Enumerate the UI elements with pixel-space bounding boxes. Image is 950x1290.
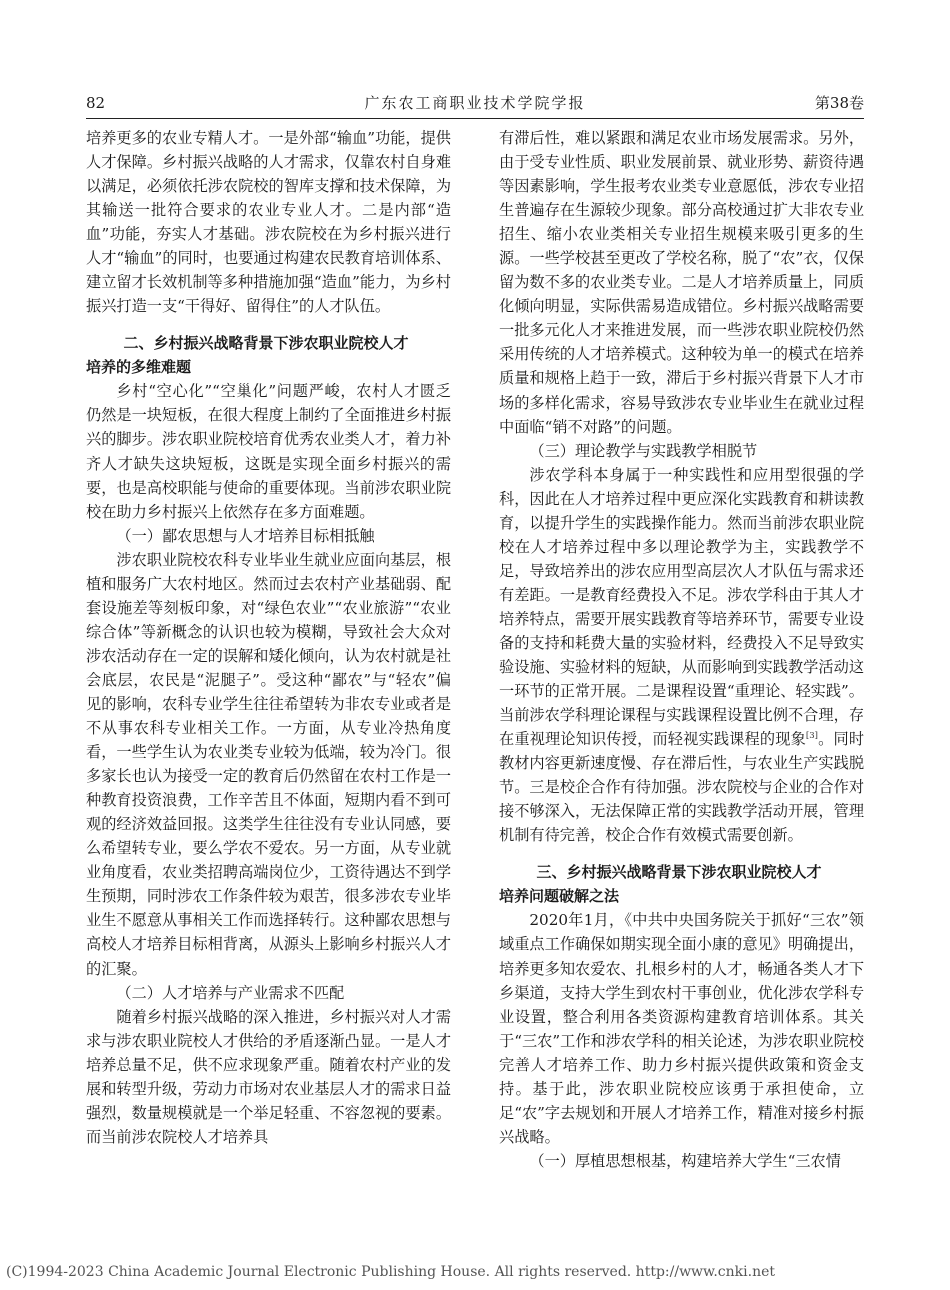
- paragraph: [499, 463, 864, 848]
- paragraph: 有滞后性，难以紧跟和满足农业市场发展需求。另外，由于受专业性质、职业发展前景、就业形势、薪资待遇等因素影响，学生报考农业类专业意愿低，涉农专业招生普遍存在生源较少现象。部分高校通过扩大非农专业招生、缩小农业类相关专业招生规模来吸引更多的生源。一些学校甚至更改了学校名称，脱了“农”衣，仅保留为数不多的农业类专业。二是人才培养质量上，同质化倾向明显，实际供需易造成错位。乡村振兴战略需要一批多元化人才来推进发展，而一些涉农职业院校仍然采用传统的人才培养模式。这种较为单一的模式在培养质量和规格上趋于一致，滞后于乡村振兴背景下人才市场的多样化需求，容易导致涉农专业毕业生在就业过程中面临“销不对路”的问题。: [499, 129, 864, 436]
- section-heading-2-line1: 二、乡村振兴战略背景下涉农职业院校人才: [123, 334, 409, 353]
- volume-label: 第38卷: [814, 94, 864, 112]
- section-heading-2-line2: 培养的多维难题: [86, 358, 192, 377]
- paragraph: 乡村“空心化”“空巢化”问题严峻，农村人才匮乏仍然是一块短板，在很大程度上制约了全面推进乡村振兴的脚步。涉农职业院校培育优秀农业类人才，着力补齐人才缺失这块短板，这既是实现全面乡村振兴的需要，也是高校职能与使命的重要体现。当前涉农职业院校在助力乡村振兴上依然存在多方面难题。: [86, 382, 451, 521]
- paragraph-text: 。同时教材内容更新速度慢、存在滞后性，与农业生产实践脱节。三是校企合作有待加强。涉农院校与企业的合作对接不够深入，无法保障正常的实践教学活动开展，管理机制有待完善，校企合作有效模式需要创新。: [499, 730, 865, 845]
- copyright-footer: (C)1994-2023 China Academic Journal Electronic Publishing House. All rights reserved. http://www.cnki.net: [6, 1264, 776, 1280]
- paragraph: 2020年1月，《中共中央国务院关于抓好“三农”领域重点工作确保如期实现全面小康的意见》明确提出，培养更多知农爱农、扎根乡村的人才，畅通各类人才下乡渠道，支持大学生到农村干事创业，优化涉农学科专业设置，整合利用各类资源构建教育培训体系。其关于“三农”工作和涉农学科的相关论述，为涉农职业院校完善人才培养工作、助力乡村振兴提供政策和资金支持。基于此，涉农职业院校应该勇于承担使命，立足“农”字去规划和开展人才培养工作，精准对接乡村振兴战略。: [499, 911, 864, 1146]
- paragraph-text: 涉农学科本身属于一种实践性和应用型很强的学科，因此在人才培养过程中更应深化实践教育和耕读教育，以提升学生的实践操作能力。然而当前涉农职业院校在人才培养过程中多以理论教学为主，实践教学不足，导致培养出的涉农应用型高层次人才队伍与需求还有差距。一是教育经费投入不足。涉农学科由于其人才培养特点，需要开展实践教育等培养环节，需要专业设备的支持和耗费大量的实验材料，经费投入不足导致实验设施、实验材料的短缺，从而影响到实践教学活动这一环节的正常开展。二是课程设置“重理论、轻实践”。当前涉农学科理论课程与实践课程设置比例不合理，存在重视理论知识传授，而轻视实践课程的现象: [499, 465, 864, 749]
- left-column: [86, 126, 451, 1149]
- section-heading-3-line1: 三、乡村振兴战略背景下涉农职业院校人才: [536, 863, 822, 882]
- citation-ref: [3]: [805, 731, 818, 742]
- right-column: [499, 126, 864, 1173]
- subsection-heading-1: （一）鄙农思想与人才培养目标相抵触: [116, 526, 375, 545]
- section-heading-3-line2: 培养问题破解之法: [499, 887, 620, 906]
- subsection-heading-4: （一）厚植思想根基，构建培养大学生“三农情: [529, 1151, 841, 1170]
- paragraph: 随着乡村振兴战略的深入推进，乡村振兴对人才需求与涉农职业院校人才供给的矛盾逐渐凸显。一是人才培养总量不足，供不应求现象严重。随着农村产业的发展和转型升级，劳动力市场对农业基层人才的需求日益强烈，数量规模就是一个举足轻重、不容忽视的要素。而当前涉农院校人才培养具: [86, 1007, 451, 1146]
- journal-title: 广东农工商职业技术学院学报: [364, 94, 586, 112]
- paragraph: 培养更多的农业专精人才。一是外部“输血”功能，提供人才保障。乡村振兴战略的人才需求，仅靠农村自身难以满足，必须依托涉农院校的智库支撑和技术保障，为其输送一批符合要求的农业专业人才。二是内部“造血”功能，夯实人才基础。涉农院校在为乡村振兴进行人才“输血”的同时，也要通过构建农民教育培训体系、建立留才长效机制等多种措施加强“造血”能力，为乡村振兴打造一支“干得好、留得住”的人才队伍。: [86, 129, 451, 316]
- paragraph: 涉农职业院校农科专业毕业生就业应面向基层，根植和服务广大农村地区。然而过去农村产业基础弱、配套设施差等刻板印象，对“绿色农业”“农业旅游”“农业综合体”等新概念的认识也较为模糊，导致社会大众对涉农活动存在一定的误解和矮化倾向，认为农村就是社会底层，农民是“泥腿子”。受这种“鄙农”与“轻农”偏见的影响，农科专业学生往往希望转为非农专业或者是不从事农科专业相关工作。一方面，从专业冷热角度看，一些学生认为农业类专业较为低端，较为冷门。很多家长也认为接受一定的教育后仍然留在农村工作是一种教育投资浪费，工作辛苦且不体面，短期内看不到可观的经济效益回报。这类学生往往没有专业认同感，要么希望转专业，要么学农不爱农。另一方面，从专业就业角度看，农业类招聘高端岗位少，工资待遇达不到学生预期，同时涉农工作条件较为艰苦，很多涉农专业毕业生不愿意从事相关工作而选择转行。这种鄙农思想与高校人才培养目标相背离，从源头上影响乡村振兴人才的汇聚。: [86, 550, 451, 978]
- subsection-heading-3: （三）理论教学与实践教学相脱节: [529, 441, 758, 460]
- subsection-heading-2: （二）人才培养与产业需求不匹配: [116, 983, 345, 1002]
- page-number: 82: [86, 94, 106, 112]
- running-header: [86, 88, 864, 119]
